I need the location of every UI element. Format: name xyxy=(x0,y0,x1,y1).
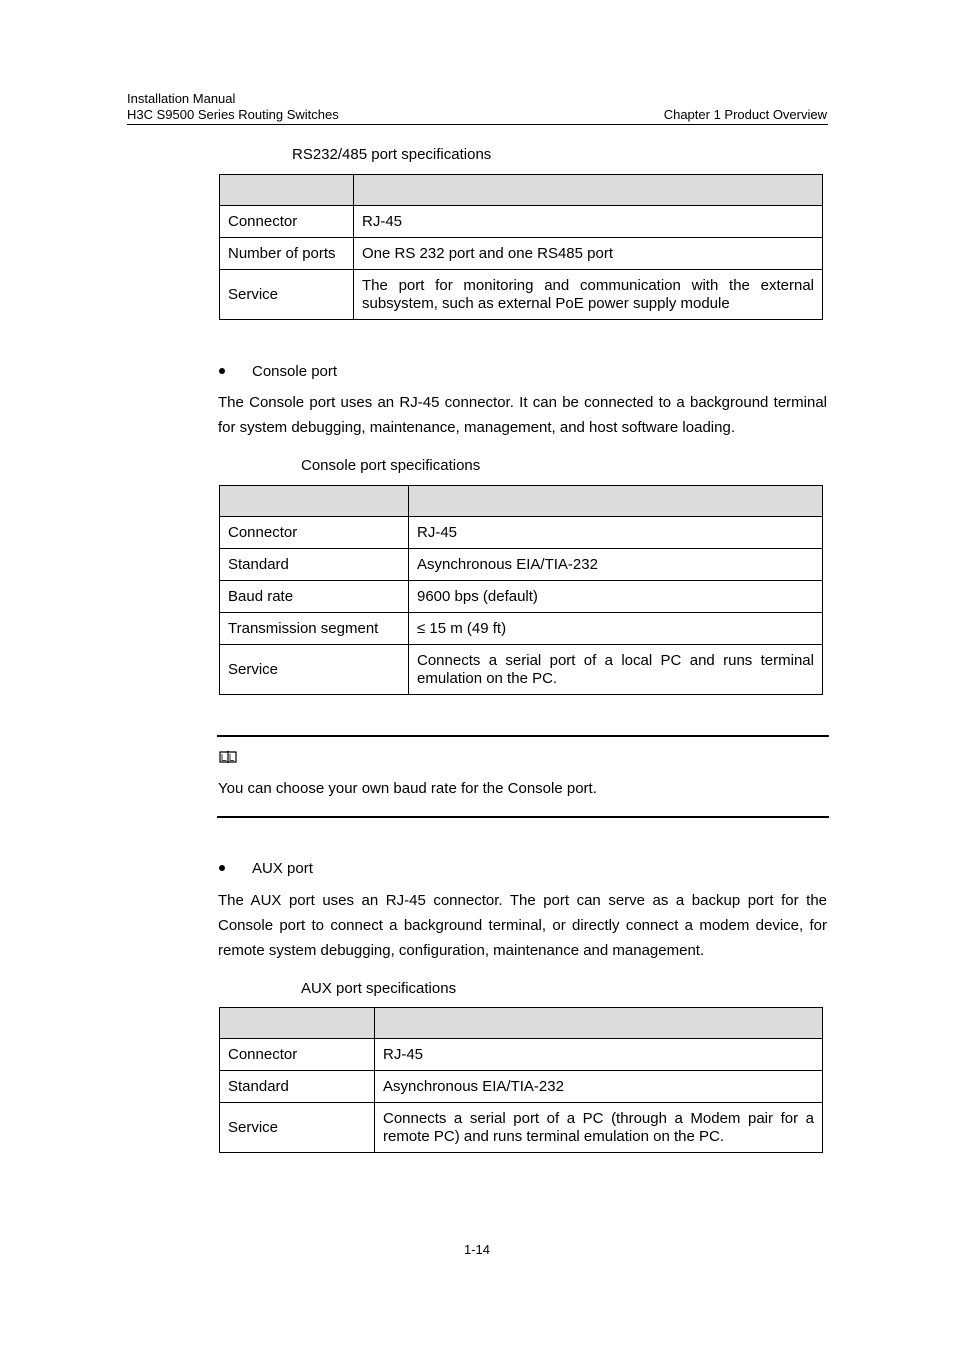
note-top-rule xyxy=(217,735,829,737)
header-product: H3C S9500 Series Routing Switches xyxy=(127,107,339,122)
table-cell-value: Asynchronous EIA/TIA-232 xyxy=(375,1071,823,1103)
header-rule xyxy=(127,124,828,125)
console-paragraph: The Console port uses an RJ-45 connector. It can be connected to a background terminal for system debugging, maintenance, management, and host software loading. xyxy=(218,394,827,436)
aux-paragraph: The AUX port uses an RJ-45 connector. The port can serve as a backup port for the Console port to connect a background terminal, or directly connect a modem device, for remote system debugging, configuration, maintenance and management. xyxy=(218,892,827,959)
table-cell-value: RJ-45 xyxy=(409,517,823,549)
aux-bullet xyxy=(219,860,313,877)
table-cell-item: Transmission segment xyxy=(220,613,409,645)
book-icon xyxy=(219,750,237,769)
table-header-cell xyxy=(354,175,823,206)
table-cell-value: RJ-45 xyxy=(375,1039,823,1071)
table-row xyxy=(220,517,823,549)
table-header-cell xyxy=(220,1008,375,1039)
rs-table-caption: RS232/485 port specifications xyxy=(292,146,492,163)
bullet-dot-icon xyxy=(219,865,225,871)
console-spec-table xyxy=(219,485,823,695)
table-header-row xyxy=(220,486,823,517)
table-cell-item: Number of ports xyxy=(220,238,354,270)
note-bottom-rule xyxy=(217,816,829,818)
table-row xyxy=(220,1039,823,1071)
table-row xyxy=(220,581,823,613)
header-manual: Installation Manual xyxy=(127,91,236,106)
console-table-caption: Console port specifications xyxy=(301,457,481,474)
table-row xyxy=(220,549,823,581)
page-number: 1-14 xyxy=(463,1242,491,1257)
table-header-row xyxy=(220,1008,823,1039)
table-row xyxy=(220,1103,823,1153)
table-cell-item: Service xyxy=(220,270,354,320)
table-cell-item: Baud rate xyxy=(220,581,409,613)
console-bullet xyxy=(219,363,337,380)
console-bullet-label: Console port xyxy=(252,363,338,380)
table-cell-item: Standard xyxy=(220,549,409,581)
table-row xyxy=(220,645,823,695)
table-header-cell xyxy=(220,175,354,206)
table-cell-value: RJ-45 xyxy=(354,206,823,238)
table-cell-value: Connects a serial port of a local PC and runs terminal emulation on the PC. xyxy=(409,645,823,695)
table-header-cell xyxy=(409,486,823,517)
table-header-row xyxy=(220,175,823,206)
rs-spec-table xyxy=(219,174,823,320)
table-row xyxy=(220,270,823,320)
table-cell-value: Asynchronous EIA/TIA-232 xyxy=(409,549,823,581)
table-cell-value: The port for monitoring and communication with the external subsystem, such as external PoE power supply module xyxy=(354,270,823,320)
table-cell-item: Connector xyxy=(220,517,409,549)
table-cell-value: 9600 bps (default) xyxy=(409,581,823,613)
table-header-cell xyxy=(375,1008,823,1039)
table-header-cell xyxy=(220,486,409,517)
bullet-dot-icon xyxy=(219,368,225,374)
table-cell-item: Standard xyxy=(220,1071,375,1103)
table-row xyxy=(220,613,823,645)
table-cell-item: Connector xyxy=(220,206,354,238)
table-cell-item: Service xyxy=(220,1103,375,1153)
table-row xyxy=(220,1071,823,1103)
table-cell-value: ≤ 15 m (49 ft) xyxy=(409,613,823,645)
table-row xyxy=(220,238,823,270)
table-cell-item: Connector xyxy=(220,1039,375,1071)
note-text: You can choose your own baud rate for the Console port. xyxy=(218,780,597,797)
header-chapter: Chapter 1 Product Overview xyxy=(663,107,827,122)
table-cell-value: One RS 232 port and one RS485 port xyxy=(354,238,823,270)
aux-table-caption: AUX port specifications xyxy=(301,980,457,997)
table-row xyxy=(220,206,823,238)
table-cell-item: Service xyxy=(220,645,409,695)
table-cell-value: Connects a serial port of a PC (through a Modem pair for a remote PC) and runs terminal emulation on the PC. xyxy=(375,1103,823,1153)
aux-bullet-label: AUX port xyxy=(252,860,313,877)
aux-spec-table xyxy=(219,1007,823,1153)
